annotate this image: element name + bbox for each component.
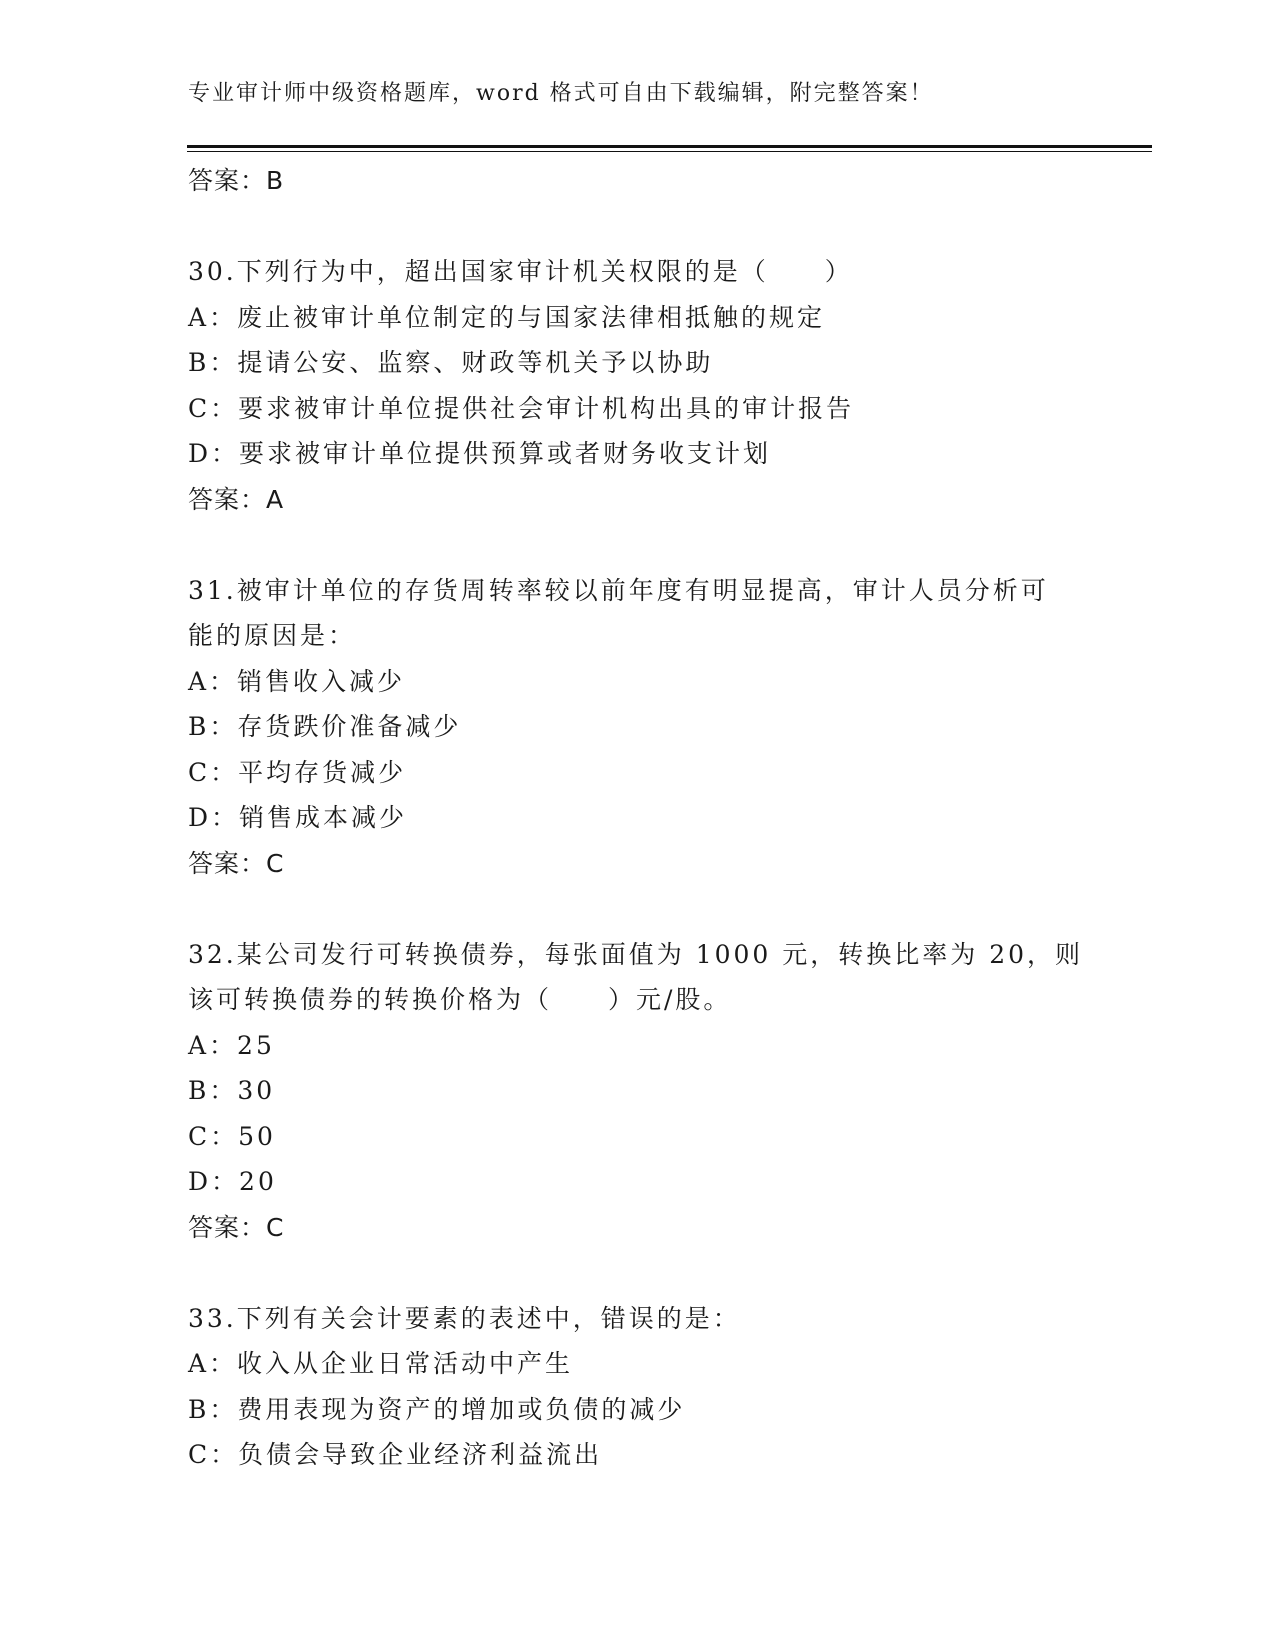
question-33	[188, 1296, 1118, 1478]
option-d: D：要求被审计单位提供预算或者财务收支计划	[188, 439, 772, 468]
option-c: C：平均存货减少	[188, 757, 407, 787]
option-a: A：废止被审计单位制定的与国家法律相抵触的规定	[188, 302, 826, 332]
option-d: D：20	[188, 1167, 277, 1196]
question-stem-continued: 能的原因是：	[188, 621, 357, 650]
answer-line: 答案：A	[188, 484, 285, 514]
option-c: C：要求被审计单位提供社会审计机构出具的审计报告	[188, 393, 855, 423]
question-32	[188, 932, 1118, 1251]
option-b: B：30	[188, 1076, 276, 1105]
question-30	[188, 249, 1118, 522]
spacer	[188, 204, 1118, 250]
page-header: 专业审计师中级资格题库，word 格式可自由下载编辑，附完整答案！	[188, 81, 934, 106]
answer-line: 答案：C	[188, 848, 285, 878]
option-b: B：提请公安、监察、财政等机关予以协助	[188, 348, 714, 377]
answer-line: 答案：B	[188, 166, 285, 195]
option-c: C：负债会导致企业经济利益流出	[188, 1440, 603, 1469]
question-31	[188, 568, 1118, 887]
question-stem: 30.下列行为中，超出国家审计机关权限的是（ ）	[188, 257, 853, 286]
answer-line: 答案：C	[188, 1212, 285, 1242]
option-a: A：销售收入减少	[188, 666, 406, 696]
option-a: A：收入从企业日常活动中产生	[188, 1349, 574, 1378]
question-content	[188, 158, 1118, 1478]
header-rule-thin	[187, 151, 1152, 152]
question-stem-continued: 该可转换债券的转换价格为（ ）元/股。	[188, 985, 732, 1014]
option-c: C：50	[188, 1121, 276, 1151]
spacer	[188, 1250, 1118, 1296]
option-d: D：销售成本减少	[188, 803, 408, 832]
option-b: B：费用表现为资产的增加或负债的减少	[188, 1394, 686, 1424]
question-stem: 33.下列有关会计要素的表述中，错误的是：	[188, 1303, 741, 1333]
spacer	[188, 522, 1118, 568]
option-b: B：存货跌价准备减少	[188, 712, 462, 741]
option-a: A：25	[188, 1030, 275, 1060]
question-stem: 32.某公司发行可转换债券，每张面值为 1000 元，转换比率为 20，则	[188, 939, 1084, 969]
header-rule-thick	[187, 145, 1152, 148]
spacer	[188, 886, 1118, 932]
question-stem: 31.被审计单位的存货周转率较以前年度有明显提高，审计人员分析可	[188, 575, 1049, 605]
